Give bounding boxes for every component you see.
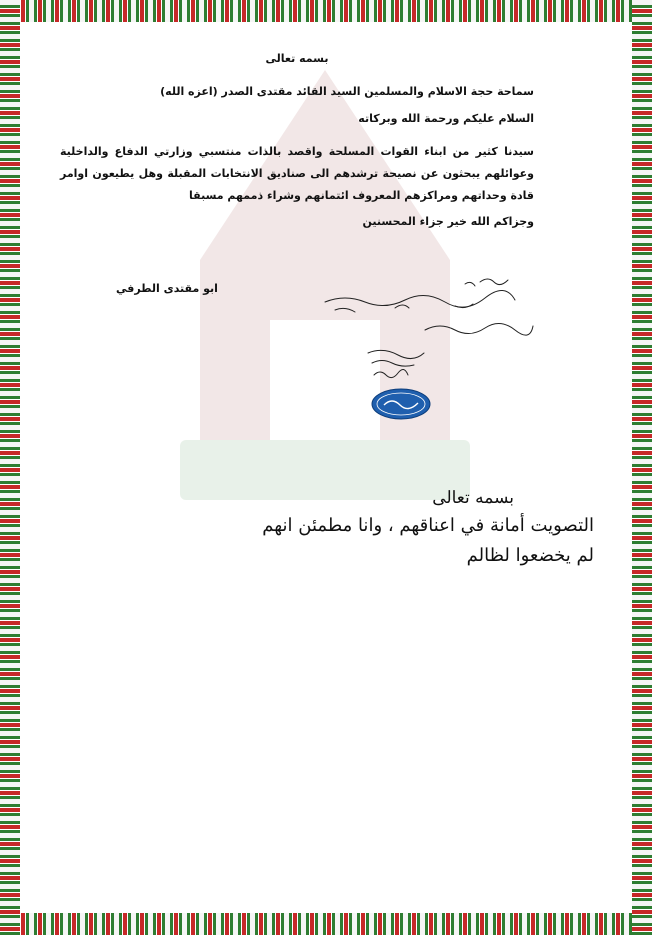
letter-sender: ابو مقتدى الطرفي — [116, 282, 218, 295]
letter-addressee: سماحة حجة الاسلام والمسلمين السيد القائد مقتدى الصدر (اعزه الله) — [160, 85, 534, 98]
handwritten-signature — [360, 345, 430, 385]
letter-closing: وجزاكم الله خير جزاء المحسنين — [362, 215, 534, 228]
letter-body: سيدنا كثير من ابناء القوات المسلحة واقصد بالذات منتسبي وزارتي الدفاع والداخلية وعوائلهم يبحثون عن نصيحة ترشدهم الى صناديق الانتخابات المقبلة وهل يطيعون اوامر قادة وحداتهم ومراكزهم المعروف ائتمانهم وشراء ذممهم مسبقا — [60, 145, 534, 202]
letter-basmala: بسمه تعالى — [265, 52, 329, 65]
decorative-border-top — [0, 0, 652, 22]
official-seal — [370, 387, 432, 421]
typed-transcription — [262, 485, 594, 571]
transcription-line-2: لم يخضعوا لظالم — [466, 545, 594, 566]
letter-greeting: السلام عليكم ورحمة الله وبركاته — [358, 112, 534, 125]
transcription-line-1: التصويت أمانة في اعناقهم ، وانا مطمئن انهم — [262, 515, 594, 536]
transcription-basmala: بسمه تعالى — [432, 488, 514, 508]
request-letter — [60, 52, 534, 238]
handwritten-reply — [305, 272, 535, 342]
decorative-border-left — [0, 0, 20, 935]
decorative-border-right — [632, 0, 652, 935]
decorative-border-bottom — [0, 913, 652, 935]
